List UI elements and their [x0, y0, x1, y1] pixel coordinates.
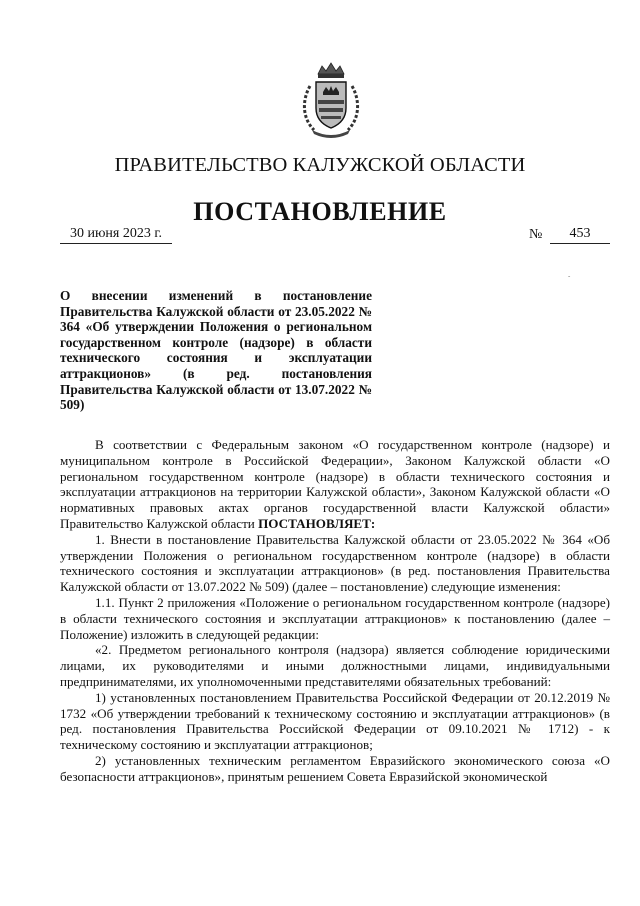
paragraph-item-1: 1) установленных постановлением Правительства Российской Федерации от 20.12.2019 № 1732 «Об утверждении требований к техническому состоянию и эксплуатации аттракционов» (в ред. постановления Правительства Российской Федерации от 09.10.2021 № 1712) - к техническому состоянию и эксплуатации аттракционов;: [60, 689, 610, 753]
document-date: 30 июня 2023 г.: [60, 226, 172, 244]
document-body: [60, 437, 610, 785]
paragraph-item-2: 2) установленных техническим регламентом Евразийского экономического союза «О безопасности аттракционов», принятым решением Совета Евразийской экономической: [60, 752, 610, 784]
intro-text: В соответствии с Федеральным законом «О государственном контроле (надзоре) и муниципальном контроле в Российской Федерации», Законом Калужской области «О региональном государственном контроле (надзоре) в области технического состояния и эксплуатации аттракционов на территории Калужской области», Законом Калужской области «О нормативных правовых актах органов государственной власти Калужской области» Правительство Калужской области: [60, 437, 610, 531]
paragraph-1: 1. Внести в постановление Правительства Калужской области от 23.05.2022 № 364 «Об утверждении Положения о региональном государственном контроле (надзоре) в области технического состояния и эксплуатации аттракционов» (в ред. постановления Правительства Калужской области от 13.07.2022 № 509) (далее – постановление) следующие изменения:: [60, 531, 610, 595]
document-number: 453: [550, 226, 610, 244]
corner-mark: -: [568, 272, 571, 280]
paragraph-1-1: 1.1. Пункт 2 приложения «Положение о региональном государственном контроле (надзоре) в области технического состояния и эксплуатации аттракционов» к постановлению (далее – Положение) изложить в следующей редакции:: [60, 594, 610, 642]
resolves-keyword: ПОСТАНОВЛЯЕТ:: [258, 515, 376, 531]
document-subject: О внесении изменений в постановление Правительства Калужской области от 23.05.2022 № 364 «Об утверждении Положения о региональном государственном контроле (надзоре) в области технического состояния и эксплуатации аттракционов» (в ред. постановления Правительства Калужской области от 13.07.2022 № 509): [60, 288, 372, 413]
document-type-heading: ПОСТАНОВЛЕНИЕ: [193, 197, 447, 226]
organization-title: ПРАВИТЕЛЬСТВО КАЛУЖСКОЙ ОБЛАСТИ: [114, 154, 526, 176]
paragraph-quote-2: «2. Предметом регионального контроля (надзора) является соблюдение юридическими лицами, их руководителями и иными должностными лицами, индивидуальными предпринимателями, их уполномоченными представителями обязательных требований:: [60, 642, 610, 689]
number-label: №: [529, 227, 543, 242]
intro-paragraph: [60, 437, 610, 532]
coat-of-arms-emblem-icon: [298, 60, 364, 140]
